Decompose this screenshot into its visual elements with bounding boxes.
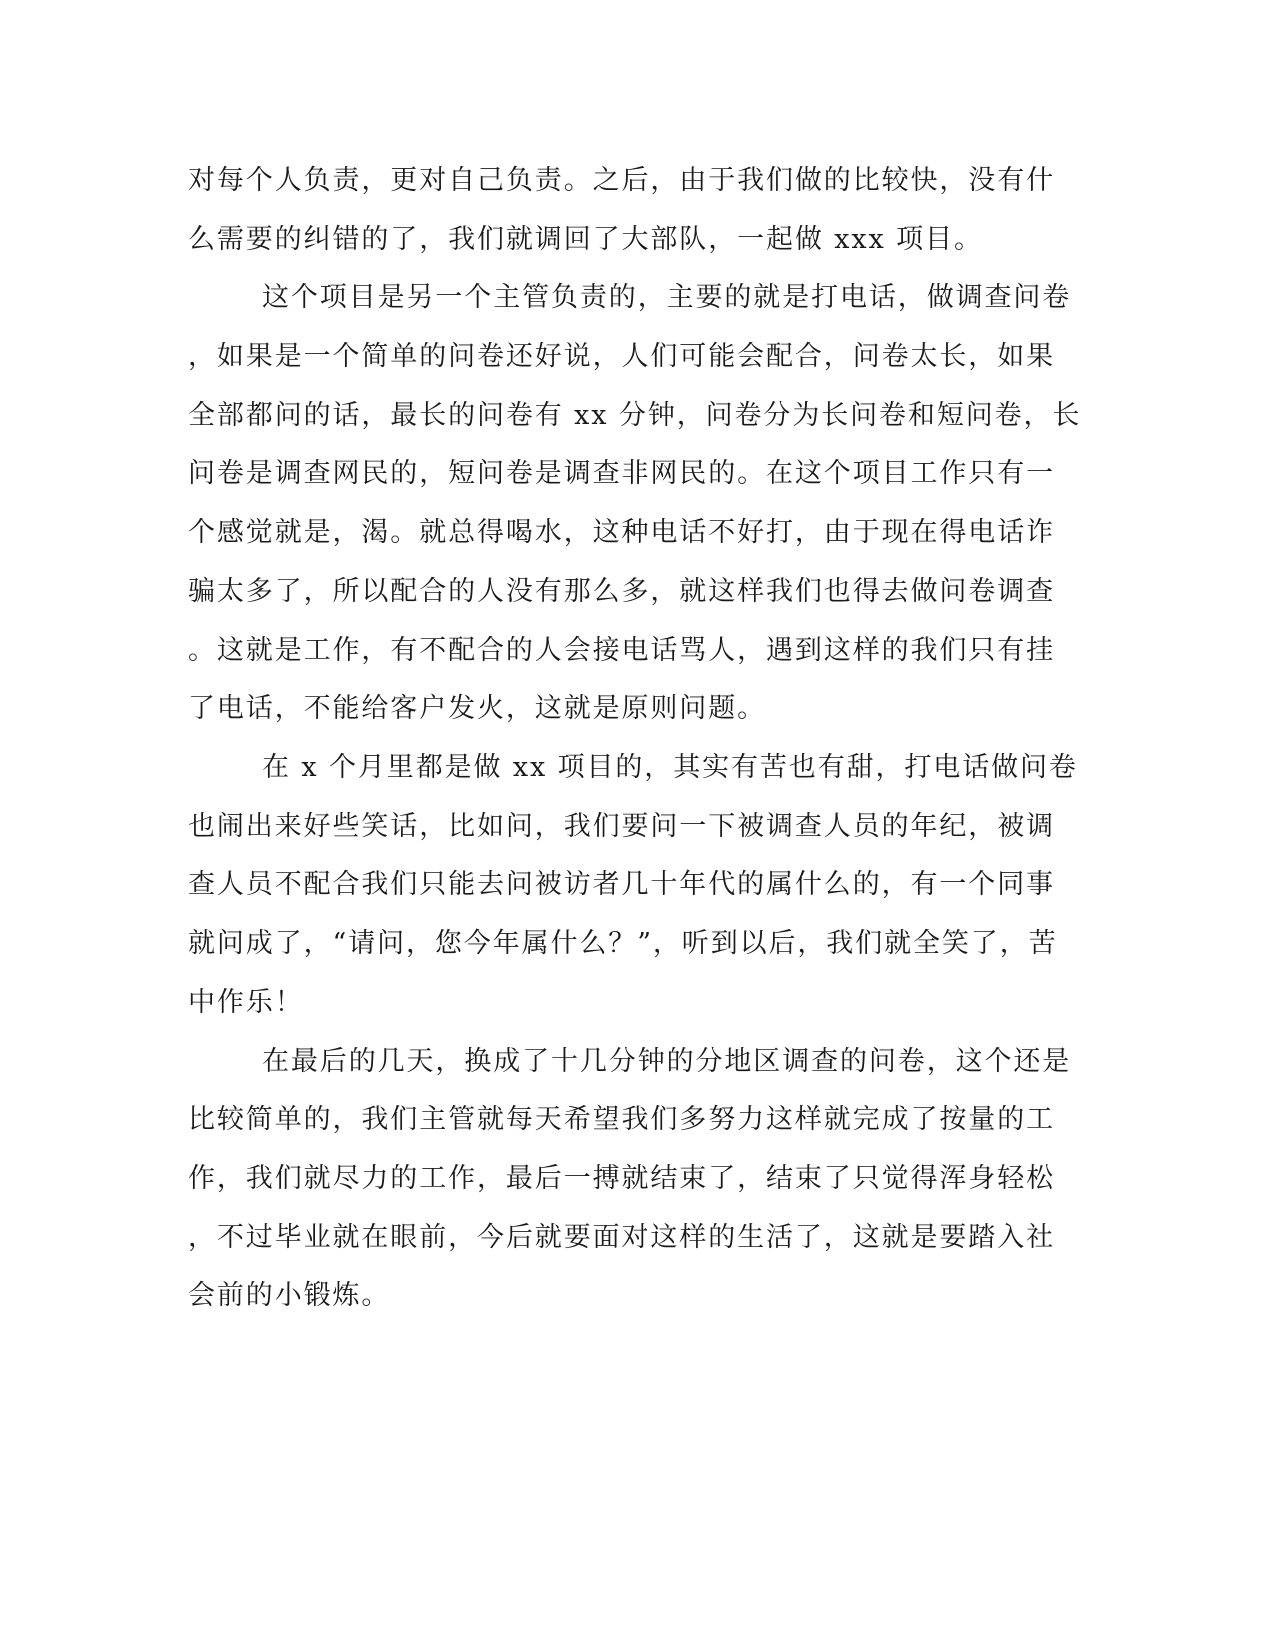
paragraph-first-line: 这个项目是另一个主管负责的，主要的就是打电话，做调查问卷 [262,282,1072,313]
text-line: 中作乐！ [188,987,304,1018]
text-line: 么需要的纠错的了，我们就调回了大部队，一起做 xxx 项目。 [188,224,983,255]
text-line: 就问成了，“请问，您今年属什么？”，听到以后，我们就全笑了，苦 [188,928,1058,959]
paragraph-first-line: 在最后的几天，换成了十几分钟的分地区调查的问卷，这个还是 [262,1046,1072,1077]
text-line: 比较简单的，我们主管就每天希望我们多努力这样就完成了按量的工 [188,1104,1055,1135]
paragraph-first-line: 在 x 个月里都是做 xx 项目的，其实有苦也有甜，打电话做问卷 [262,752,1078,783]
text-line: 对每个人负责，更对自己负责。之后，由于我们做的比较快，没有什 [188,165,1055,196]
text-line: 查人员不配合我们只能去问被访者几十年代的属什么的，有一个同事 [188,869,1055,900]
text-line: ，不过毕业就在眼前，今后就要面对这样的生活了，这就是要踏入社 [188,1222,1055,1253]
text-line: 也闹出来好些笑话，比如问，我们要问一下被调查人员的年纪，被调 [188,811,1055,842]
text-line: 个感觉就是，渴。就总得喝水，这种电话不好打，由于现在得电话诈 [188,517,1055,548]
text-line: ，如果是一个简单的问卷还好说，人们可能会配合，问卷太长，如果 [188,341,1055,372]
text-line: 会前的小锻炼。 [188,1280,391,1311]
text-line: 全部都问的话，最长的问卷有 xx 分钟，问卷分为长问卷和短问卷，长 [188,400,1082,431]
text-line: 作，我们就尽力的工作，最后一搏就结束了，结束了只觉得浑身轻松 [188,1163,1055,1194]
text-line: 骗太多了，所以配合的人没有那么多，就这样我们也得去做问卷调查 [188,576,1055,607]
text-line: 问卷是调查网民的，短问卷是调查非网民的。在这个项目工作只有一 [188,458,1055,489]
text-line: 。这就是工作，有不配合的人会接电话骂人，遇到这样的我们只有挂 [188,635,1055,666]
text-line: 了电话，不能给客户发火，这就是原则问题。 [188,693,766,724]
